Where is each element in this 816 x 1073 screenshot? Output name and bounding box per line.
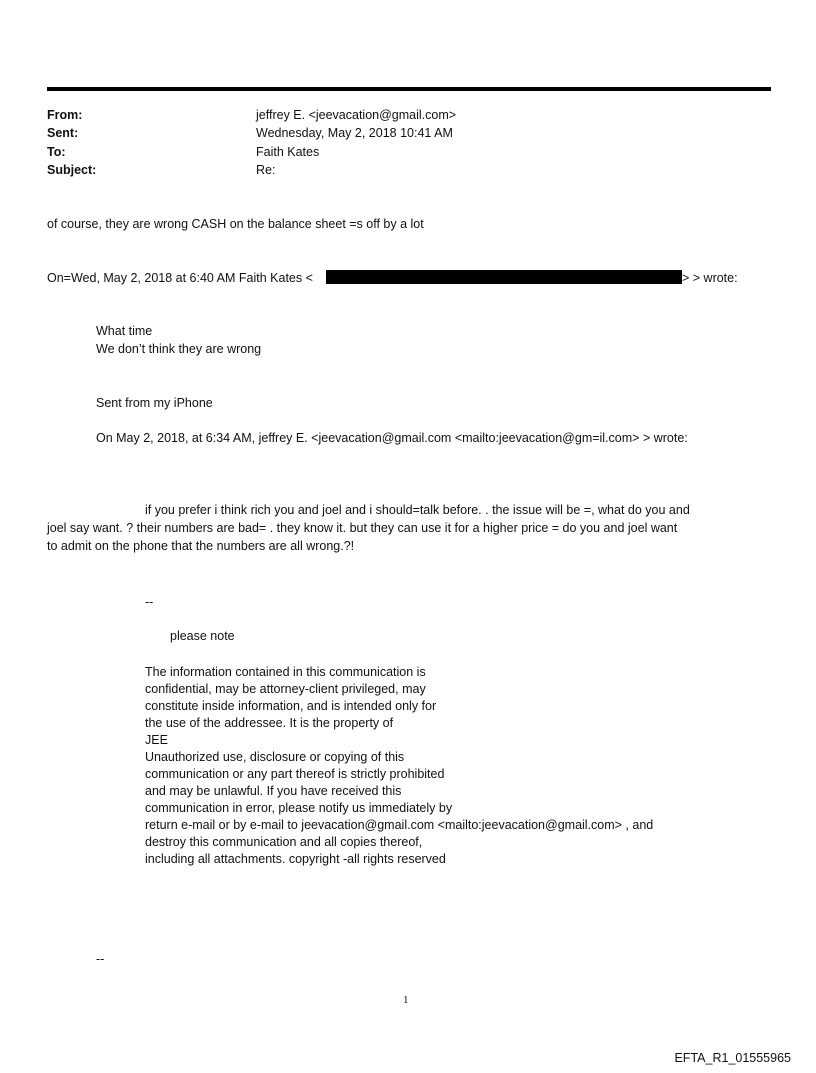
end-dashes: -- xyxy=(96,952,105,966)
from-label: From: xyxy=(47,108,83,122)
header-rule xyxy=(47,87,771,91)
disclaimer-line: communication in error, please notify us immediately by xyxy=(145,801,453,815)
disclaimer-line: constitute inside information, and is intended only for xyxy=(145,699,437,713)
quote1-header-suffix: > > wrote: xyxy=(682,271,738,285)
reply-line: of course, they are wrong CASH on the balance sheet =s off by a lot xyxy=(47,217,424,231)
quote1-line-1: What time xyxy=(96,324,153,338)
to-label: To: xyxy=(47,145,66,159)
sent-value: Wednesday, May 2, 2018 10:41 AM xyxy=(256,126,453,140)
from-value: jeffrey E. <jeevacation@gmail.com> xyxy=(256,108,457,122)
sent-from-line: Sent from my iPhone xyxy=(96,396,213,410)
disclaimer-line: including all attachments. copyright -all rights reserved xyxy=(145,852,446,866)
disclaimer-line: return e-mail or by e-mail to jeevacation@gmail.com <mailto:jeevacation@gmail.com> , and xyxy=(145,818,654,832)
disclaimer-line: and may be unlawful. If you have received this xyxy=(145,784,402,798)
disclaimer-line: Unauthorized use, disclosure or copying of this xyxy=(145,750,405,764)
document-id: EFTA_R1_01555965 xyxy=(674,1051,791,1065)
to-value: Faith Kates xyxy=(256,145,320,159)
subject-label: Subject: xyxy=(47,163,97,177)
disclaimer-line: The information contained in this communication is xyxy=(145,665,426,679)
redaction-bar xyxy=(326,270,682,284)
page-number: 1 xyxy=(403,994,409,1006)
quote1-line-2: We don’t think they are wrong xyxy=(96,342,262,356)
disclaimer-line: confidential, may be attorney-client privileged, may xyxy=(145,682,426,696)
disclaimer-line: destroy this communication and all copies thereof, xyxy=(145,835,423,849)
disclaimer xyxy=(145,664,653,868)
subject-value: Re: xyxy=(256,163,276,177)
disclaimer-line: JEE xyxy=(145,733,168,747)
please-note: please note xyxy=(170,629,235,643)
paragraph-line-3: to admit on the phone that the numbers are all wrong.?! xyxy=(47,539,355,553)
signature-dashes: -- xyxy=(145,595,154,609)
paragraph-line-2: joel say want. ? their numbers are bad= . they know it. but they can use it for a higher price = do you and joel want xyxy=(47,521,678,535)
quote2-header: On May 2, 2018, at 6:34 AM, jeffrey E. <jeevacation@gmail.com <mailto:jeevacation@gm=il.com> > wrote: xyxy=(96,431,688,445)
paragraph-line-1: if you prefer i think rich you and joel and i should=talk before. . the issue will be =, what do you and xyxy=(145,503,690,517)
disclaimer-line: the use of the addressee. It is the property of xyxy=(145,716,394,730)
sent-label: Sent: xyxy=(47,126,79,140)
disclaimer-line: communication or any part thereof is strictly prohibited xyxy=(145,767,445,781)
quote1-header-prefix: On=Wed, May 2, 2018 at 6:40 AM Faith Kates < xyxy=(47,271,313,285)
